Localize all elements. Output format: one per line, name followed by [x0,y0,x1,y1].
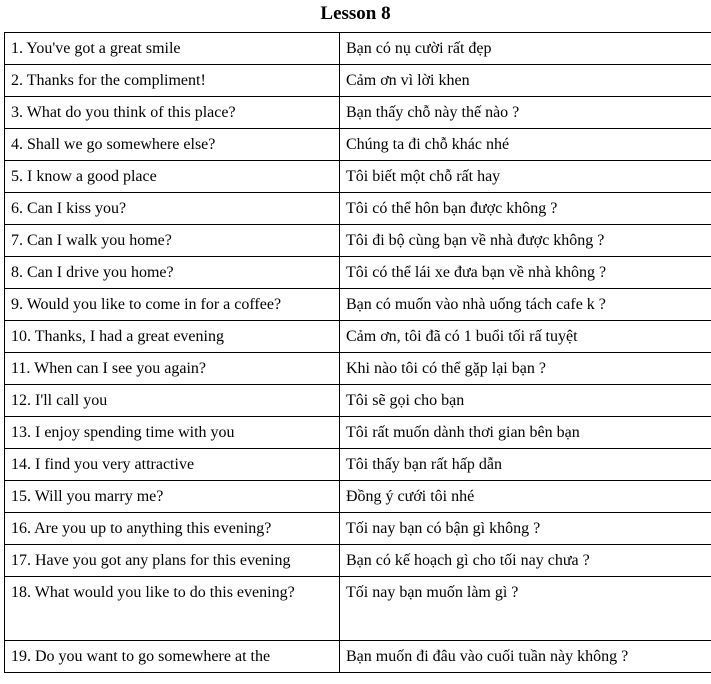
phrase-table [4,32,711,673]
table-row [5,257,711,289]
english-phrase: 19. Do you want to go somewhere at the [5,641,340,673]
table-row [5,417,711,449]
table-row [5,545,711,577]
vietnamese-translation: Bạn muốn đi đâu vào cuối tuần này không ? [340,641,711,673]
english-phrase: 2. Thanks for the compliment! [5,65,340,97]
english-phrase: 3. What do you think of this place? [5,97,340,129]
english-phrase: 12. I'll call you [5,385,340,417]
english-phrase: 15. Will you marry me? [5,481,340,513]
vietnamese-translation: Chúng ta đi chỗ khác nhé [340,129,711,161]
vietnamese-translation: Cảm ơn vì lời khen [340,65,711,97]
page-title: Lesson 8 [320,3,391,24]
table-row [5,321,711,353]
english-phrase: 1. You've got a great smile [5,33,340,65]
english-phrase: 5. I know a good place [5,161,340,193]
table-row [5,33,711,65]
table-row [5,577,711,641]
english-phrase: 6. Can I kiss you? [5,193,340,225]
english-phrase: 17. Have you got any plans for this evening [5,545,340,577]
english-phrase: 11. When can I see you again? [5,353,340,385]
vietnamese-translation: Tối nay bạn có bận gì không ? [340,513,711,545]
table-row [5,129,711,161]
vietnamese-translation: Tôi thấy bạn rất hấp dẫn [340,449,711,481]
english-phrase: 8. Can I drive you home? [5,257,340,289]
english-phrase: 13. I enjoy spending time with you [5,417,340,449]
table-row [5,225,711,257]
table-row [5,513,711,545]
english-phrase: 10. Thanks, I had a great evening [5,321,340,353]
vietnamese-translation: Tôi đi bộ cùng bạn về nhà được không ? [340,225,711,257]
vietnamese-translation: Bạn có nụ cười rất đẹp [340,33,711,65]
vietnamese-translation: Tôi biết một chỗ rất hay [340,161,711,193]
table-row [5,161,711,193]
vietnamese-translation: Đồng ý cưới tôi nhé [340,481,711,513]
table-row [5,65,711,97]
vietnamese-translation: Tôi sẽ gọi cho bạn [340,385,711,417]
vietnamese-translation: Cảm ơn, tôi đã có 1 buổi tối rấ tuyệt [340,321,711,353]
table-row [5,481,711,513]
vietnamese-translation: Bạn có muốn vào nhà uống tách cafe k ? [340,289,711,321]
english-phrase: 18. What would you like to do this evening? [5,577,340,641]
vietnamese-translation: Bạn có kế hoạch gì cho tối nay chưa ? [340,545,711,577]
vietnamese-translation: Tôi có thể hôn bạn được không ? [340,193,711,225]
english-phrase: 9. Would you like to come in for a coffee? [5,289,340,321]
english-phrase: 14. I find you very attractive [5,449,340,481]
table-row [5,289,711,321]
english-phrase: 4. Shall we go somewhere else? [5,129,340,161]
vietnamese-translation: Tôi rất muốn dành thơi gian bên bạn [340,417,711,449]
english-phrase: 16. Are you up to anything this evening? [5,513,340,545]
table-row [5,449,711,481]
vietnamese-translation: Bạn thấy chỗ này thế nào ? [340,97,711,129]
vietnamese-translation: Tôi có thể lái xe đưa bạn về nhà không ? [340,257,711,289]
table-row [5,385,711,417]
table-row [5,193,711,225]
vietnamese-translation: Tối nay bạn muốn làm gì ? [340,577,711,641]
vietnamese-translation: Khi nào tôi có thể gặp lại bạn ? [340,353,711,385]
table-row [5,353,711,385]
english-phrase: 7. Can I walk you home? [5,225,340,257]
table-row [5,641,711,673]
table-row [5,97,711,129]
